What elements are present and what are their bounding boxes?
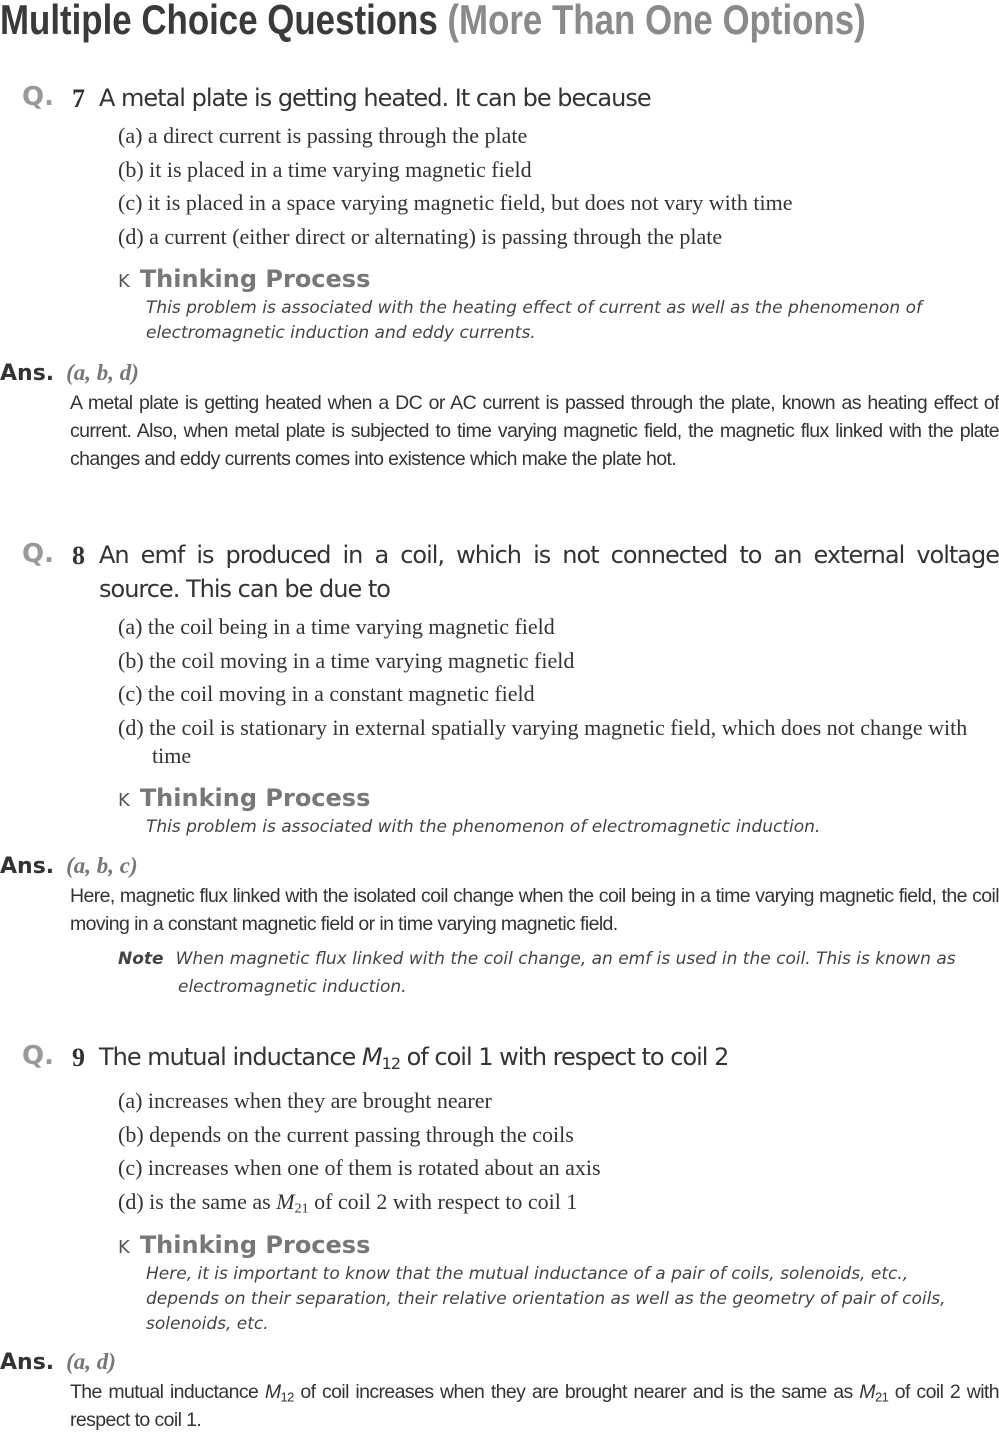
option-d: (d) the coil is stationary in external spatially varying magnetic field, which does not change with time — [118, 714, 968, 768]
option-b: (b) it is placed in a time varying magnetic field — [118, 156, 532, 182]
symbol: M — [361, 1043, 382, 1071]
bullet-icon: K — [118, 1237, 130, 1259]
thinking-process-heading — [118, 781, 999, 815]
answer-label: Ans. — [0, 1350, 55, 1376]
symbol: M — [859, 1381, 875, 1404]
symbol: M — [264, 1381, 281, 1404]
subscript: 12 — [381, 1054, 400, 1073]
text: of coil increases when they are brought nearer and is the same as — [293, 1381, 860, 1404]
bullet-icon: K — [118, 789, 130, 811]
question-text — [99, 1040, 999, 1074]
answer-value: (a, b, d) — [66, 360, 139, 386]
thinking-heading: Thinking Process — [139, 265, 371, 294]
subscript: 12 — [280, 1389, 294, 1405]
note — [118, 945, 958, 1001]
question-number: 9 — [72, 1043, 85, 1072]
answer-explanation: Here, magnetic flux linked with the isolated coil change when the coil being in a time varying magnetic field, the coil moving in a constant magnetic field or in time varying magnetic field. — [70, 884, 999, 935]
note-text: When magnetic flux linked with the coil change, an emf is used in the coil. This is known as electromagnetic induction. — [175, 949, 956, 998]
option-d: (d) a current (either direct or alternating) is passing through the plate — [118, 223, 723, 249]
question-label: Q. — [22, 82, 54, 112]
option-c: (c) it is placed in a space varying magnetic field, but does not vary with time — [118, 190, 793, 216]
subscript: 21 — [294, 1201, 309, 1217]
text: of coil 2 with respect to coil 1 — [308, 1188, 578, 1214]
option-c: (c) increases when one of them is rotated about an axis — [118, 1155, 601, 1181]
option-b: (b) depends on the current passing through the coils — [118, 1121, 574, 1147]
question-number: 7 — [72, 84, 85, 113]
title-main: Multiple Choice Questions — [0, 0, 438, 43]
answer-label: Ans. — [0, 853, 55, 879]
option-a: (a) the coil being in a time varying magnetic field — [118, 614, 555, 639]
answer-explanation: A metal plate is getting heated when a DC or AC current is passed through the plate, known as heating effect of current. Also, when metal plate is subjected to time varying magnetic field, the magnetic flux linked with the plate changes and eddy currents comes into existence which make the plate hot. — [70, 392, 999, 470]
text: The mutual inductance — [70, 1381, 265, 1404]
note-label: Note — [118, 949, 164, 970]
options-list — [118, 1084, 999, 1218]
options-list — [118, 610, 999, 770]
option-c: (c) the coil moving in a constant magnetic field — [118, 681, 535, 707]
section-title — [0, 0, 866, 44]
question-text: An emf is produced in a coil, which is not connected to an external voltage source. This can be due to — [99, 541, 999, 603]
answer-explanation — [70, 1379, 999, 1435]
option-a: (a) increases when they are brought nearer — [118, 1088, 492, 1113]
question-number: 8 — [72, 541, 85, 570]
text: The mutual inductance — [99, 1043, 362, 1071]
thinking-text: This problem is associated with the heating effect of current as well as the phenomenon of electromagnetic induction and eddy currents. — [146, 298, 922, 344]
subscript: 21 — [874, 1389, 889, 1405]
question-9 — [0, 1040, 999, 1435]
text: of coil 2 with respect to coil 1. — [70, 1381, 999, 1432]
thinking-process-heading — [118, 1228, 999, 1262]
options-list — [118, 119, 999, 253]
answer-value: (a, d) — [66, 1349, 116, 1375]
answer-line — [0, 849, 999, 883]
title-sub: (More Than One Options) — [447, 0, 866, 43]
option-b: (b) the coil moving in a time varying magnetic field — [118, 647, 575, 673]
thinking-text: This problem is associated with the phenomenon of electromagnetic induction. — [146, 816, 821, 837]
question-line — [0, 81, 999, 115]
thinking-heading: Thinking Process — [139, 1231, 371, 1260]
thinking-heading: Thinking Process — [139, 783, 371, 812]
question-label: Q. — [22, 1041, 54, 1071]
question-7 — [0, 81, 999, 474]
bullet-icon: K — [118, 271, 130, 293]
answer-line — [0, 356, 999, 390]
question-8 — [0, 538, 999, 1001]
question-text: A metal plate is getting heated. It can be because — [99, 84, 651, 112]
answer-label: Ans. — [0, 361, 55, 387]
thinking-process-heading — [118, 262, 999, 296]
question-line — [0, 538, 999, 606]
text: (d) is the same as — [118, 1188, 277, 1214]
symbol: M — [276, 1188, 295, 1214]
answer-value: (a, b, c) — [66, 852, 138, 878]
option-a: (a) a direct current is passing through the plate — [118, 123, 528, 148]
option-d — [118, 1185, 999, 1219]
question-label: Q. — [22, 539, 54, 569]
answer-line — [0, 1345, 999, 1379]
text: of coil 1 with respect to coil 2 — [400, 1043, 729, 1071]
thinking-text: Here, it is important to know that the mutual inductance of a pair of coils, solenoids, etc., depends on their separation, their relative orientation as well as the geometry of pair of coils, solenoids, etc. — [146, 1264, 946, 1335]
question-line — [0, 1040, 999, 1074]
